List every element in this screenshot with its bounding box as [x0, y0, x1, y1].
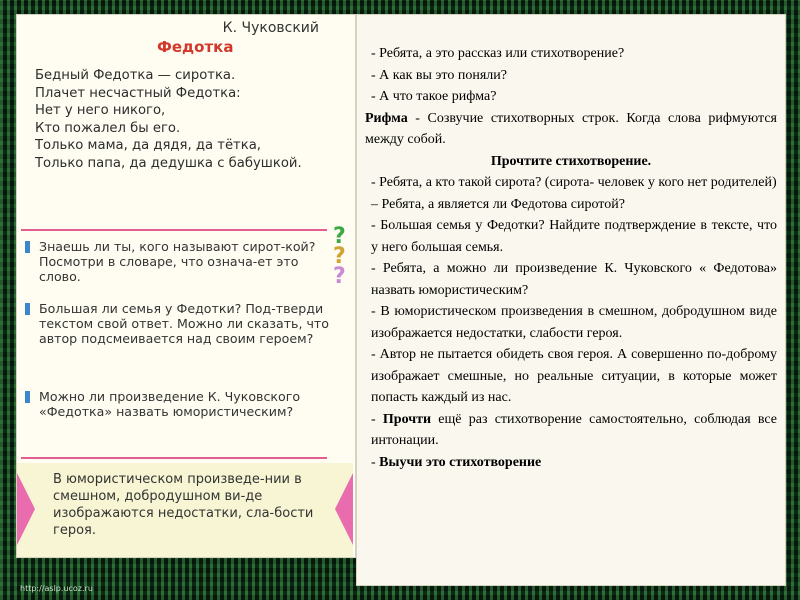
lesson-notes	[356, 14, 786, 586]
question-mark-icon: ?	[333, 224, 346, 249]
poem-line: Кто пожалел бы его.	[35, 120, 181, 136]
question-text: Большая ли семья у Федотки? Под-тверди текстом свой ответ. Можно ли сказать, что автор подсмеивается над своим героем?	[39, 301, 329, 346]
lesson-question: - А как вы это поняли?	[371, 67, 507, 83]
dash: -	[371, 411, 383, 427]
lesson-question: – Ребята, а является ли Федотова сиротой?	[371, 196, 625, 212]
rhyme-term: Рифма	[365, 110, 408, 126]
poem-text	[35, 67, 302, 172]
read-instruction: Прочтите стихотворение.	[490, 153, 652, 169]
learn-task	[365, 452, 777, 474]
lesson-question: - Ребята, а это рассказ или стихотворение?	[371, 46, 625, 61]
questions-box	[21, 229, 327, 459]
question-item	[31, 239, 331, 284]
note-text: В юмористическом произведе-нии в смешном, добродушном ви-де изображаются недостатки, сла-бости героя.	[53, 472, 314, 538]
dash: -	[371, 454, 380, 470]
question-marker-icon	[25, 241, 30, 253]
poem-line: Только папа, да дедушка с бабушкой.	[35, 155, 302, 171]
reread-rest: ещё раз стихотворение самостоятельно, соблюдая все интонации.	[371, 411, 777, 448]
poem-line: Нет у него никого,	[35, 103, 166, 118]
poem-author: К. Чуковский	[222, 20, 319, 36]
lesson-question: - Большая семья у Федотки? Найдите подтверждение в тексте, что у него большая семья.	[371, 218, 777, 255]
poem-line: Только мама, да дядя, да тётка,	[35, 138, 261, 153]
lesson-question: - Ребята, а можно ли произведение К. Чуковского « Федотова» назвать юмористическим?	[371, 261, 777, 298]
question-mark-icon: ?	[333, 264, 346, 289]
lesson-question: - А что такое рифма?	[371, 89, 497, 104]
question-item	[31, 301, 331, 346]
question-marker-icon	[25, 391, 30, 403]
learn-bold: Выучи это стихотворение	[379, 454, 542, 470]
poem-title: Федотка	[157, 38, 234, 56]
definition-note	[17, 463, 353, 557]
poem-line: Плачет несчастный Федотка:	[35, 85, 241, 101]
author-intent: - Автор не пытается обидеть своя героя. А совершенно по-доброму изображает смешные, но реальные ситуации, в которые может попасть каждый из нас.	[371, 347, 777, 405]
question-marker-icon	[25, 303, 30, 315]
question-text: Можно ли произведение К. Чуковского «Федотка» назвать юмористическим?	[39, 389, 301, 419]
note-tab-icon	[17, 473, 35, 545]
question-marks-icon	[333, 224, 355, 289]
humor-definition: - В юмористическом произведения в смешном, добродушном виде изображается недостатки, слабости героя.	[371, 304, 777, 341]
question-item	[31, 389, 331, 419]
reread-bold: Прочти	[382, 411, 432, 427]
note-tab-icon	[335, 473, 353, 545]
lesson-question: - Ребята, а кто такой сирота? (сирота- человек у кого нет родителей)	[371, 175, 777, 190]
rhyme-definition	[365, 108, 777, 151]
source-credit: http://aslp.ucoz.ru	[20, 584, 93, 593]
question-text: Знаешь ли ты, кого называют сирот-кой? Посмотри в словаре, что означа-ет это слово.	[39, 239, 316, 284]
question-mark-icon: ?	[333, 244, 346, 269]
rhyme-def-text: - Созвучие стихотворных строк. Когда слова рифмуются между собой.	[365, 110, 777, 147]
textbook-page	[16, 14, 356, 558]
reread-task	[365, 409, 777, 452]
poem-line: Бедный Федотка — сиротка.	[35, 68, 236, 83]
